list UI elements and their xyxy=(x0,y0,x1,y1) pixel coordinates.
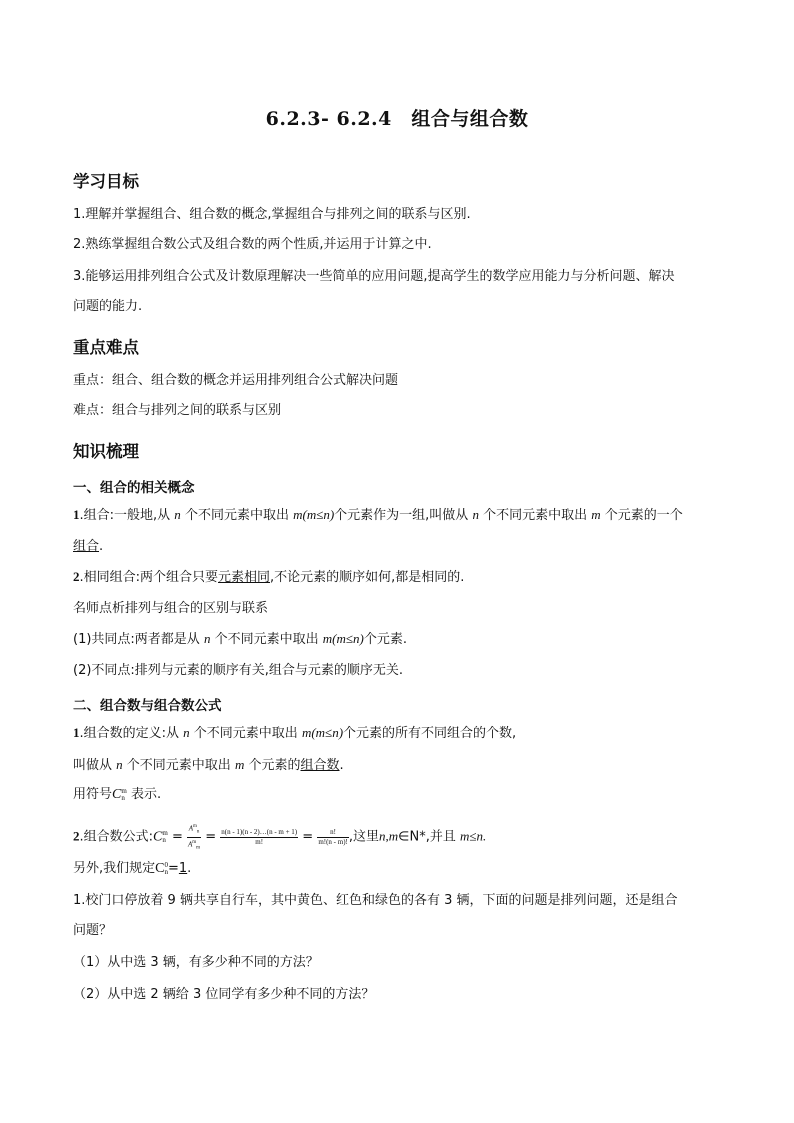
text: 个元素的所有不同组合的个数, xyxy=(343,726,517,741)
A-symbol: A xyxy=(188,840,193,849)
concept-para-5: (2)不同点:排列与元素的顺序有关,组合与元素的顺序无关. xyxy=(73,663,404,678)
sub: n xyxy=(196,829,200,835)
var-n: n xyxy=(203,631,211,646)
sup: m xyxy=(121,786,127,795)
fraction-A xyxy=(187,822,201,852)
keypoint-item-1: 重点：组合、组合数的概念并运用排列组合公式解决问题 xyxy=(73,373,399,388)
var-m: m xyxy=(591,507,601,522)
text: 个元素作为一组,叫做从 xyxy=(334,508,469,523)
text: ,这里 xyxy=(348,829,379,845)
condition: m(m≤n) xyxy=(301,725,344,740)
goal-item-3-cont: 问题的能力. xyxy=(73,299,143,314)
concept-para-1 xyxy=(73,506,683,525)
text: 用符号 xyxy=(73,787,113,802)
text: 个元素的一个 xyxy=(604,508,683,523)
goal-item-3: 3.能够运用排列组合公式及计数原理解决一些简单的应用问题,提高学生的数学应用能力与分析问题、解决 xyxy=(73,269,675,284)
sub: n xyxy=(164,867,168,876)
text: .组合:一般地,从 xyxy=(79,508,171,523)
var-n: n xyxy=(174,507,181,522)
subsection-heading-1: 一、组合的相关概念 xyxy=(73,480,195,496)
page-title: 6.2.3- 6.2.4 组合与组合数 xyxy=(265,108,529,130)
term-combination-number: 组合数 xyxy=(300,758,340,773)
item-number: 1 xyxy=(73,725,80,740)
number-para-5 xyxy=(73,860,191,878)
var-n: n xyxy=(116,757,123,772)
text: .相同组合:两个组合只要 xyxy=(79,570,219,585)
A-symbol: A xyxy=(188,824,193,833)
text: . xyxy=(99,539,104,554)
var-m: m xyxy=(293,507,303,522)
text: 个不同元素中取出 xyxy=(193,726,298,741)
concept-para-3: 名师点析排列与组合的区别与联系 xyxy=(73,601,269,616)
numerator: n(n - 1)(n - 2)…(n - m + 1) xyxy=(221,827,298,836)
section-heading-knowledge: 知识梳理 xyxy=(73,442,139,461)
var-m: m xyxy=(234,757,245,772)
formula-line: 2.组合数公式:C m n = $\frac{A^m_n}{A^m_m}$ = $\frac{n(n - 1)(n - 2)\dots(n - m + 1)}{m!}$ = $\frac{n!}{m!(n - m)!}$ ,这里n,m∈N*,并且 m≤n. xyxy=(73,824,487,851)
text: .组合数公式: xyxy=(79,829,154,845)
sup: m xyxy=(162,829,168,838)
text: ,不论元素的顺序如何,都是相同的. xyxy=(270,570,465,585)
text: 表示. xyxy=(130,787,162,802)
text: = xyxy=(167,861,179,876)
exercise-q1-cont: 问题？ xyxy=(73,923,113,938)
subsection-heading-2: 二、组合数与组合数公式 xyxy=(73,698,222,714)
number-para-2 xyxy=(73,756,344,775)
condition: m≤n. xyxy=(459,828,487,844)
denominator: m! xyxy=(255,837,264,846)
sup: 0 xyxy=(164,860,168,869)
text: 另外,我们规定 xyxy=(73,861,156,876)
text: . xyxy=(339,758,344,773)
var-n: n xyxy=(183,725,190,740)
value-one: 1 xyxy=(178,861,188,876)
goal-item-2: 2.熟练掌握组合数公式及组合数的两个性质,并运用于计算之中. xyxy=(73,237,432,252)
sub: n xyxy=(162,836,166,845)
text: ∈N*,并且 xyxy=(398,829,456,845)
denominator: m!(n - m)! xyxy=(318,837,348,846)
sup: m xyxy=(192,839,197,845)
var-nm: n,m xyxy=(379,828,399,844)
sub: n xyxy=(121,793,125,802)
text: 个元素的 xyxy=(248,758,301,773)
term-same-elements: 元素相同 xyxy=(218,570,271,585)
text: 个不同元素中取出 xyxy=(126,758,231,773)
concept-para-1-cont xyxy=(73,538,103,556)
section-heading-keypoints: 重点难点 xyxy=(73,338,139,357)
combination-symbol: C xyxy=(153,829,163,845)
goal-item-1: 1.理解并掌握组合、组合数的概念,掌握组合与排列之间的联系与区别. xyxy=(73,207,471,222)
text: 叫做从 xyxy=(73,758,113,773)
sub: m xyxy=(196,845,201,851)
text: 个不同元素中取出 xyxy=(483,508,588,523)
condition: m(m≤n) xyxy=(322,631,364,646)
item-number: 2 xyxy=(73,569,80,584)
section-heading-goals: 学习目标 xyxy=(73,172,139,191)
text: 个元素. xyxy=(363,632,407,647)
exercise-item-2: （2）从中选 2 辆给 3 位同学有多少种不同的方法？ xyxy=(73,987,375,1002)
number-para-1 xyxy=(73,724,516,743)
concept-para-4 xyxy=(73,630,407,649)
item-number: 1 xyxy=(73,507,80,522)
text: 个不同元素中取出 xyxy=(214,632,319,647)
numerator: n! xyxy=(317,828,349,838)
exercise-item-1: （1）从中选 3 辆，有多少种不同的方法？ xyxy=(73,955,319,970)
number-para-3 xyxy=(73,786,161,804)
fraction-factorial xyxy=(317,828,349,847)
keypoint-item-2: 难点：组合与排列之间的联系与区别 xyxy=(73,403,282,418)
text: . xyxy=(187,861,192,876)
var-n: n xyxy=(472,507,479,522)
symbol-indices xyxy=(121,788,126,802)
combination-symbol: C xyxy=(155,861,165,876)
sup: m xyxy=(192,824,197,829)
text: (1)共同点:两者都是从 xyxy=(73,632,200,647)
term-combination: 组合 xyxy=(73,539,100,554)
symbol-indices xyxy=(162,830,167,844)
condition: (m≤n) xyxy=(302,507,335,522)
exercise-q1: 1.校门口停放着 9 辆共享自行车，其中黄色、红色和绿色的各有 3 辆，下面的问题是排列问题，还是组合 xyxy=(73,893,678,908)
text: 个不同元素中取出 xyxy=(184,508,289,523)
text: .组合数的定义:从 xyxy=(79,726,180,741)
item-number: 2 xyxy=(73,828,80,844)
combination-symbol: C xyxy=(112,787,122,802)
concept-para-2 xyxy=(73,568,464,587)
fraction-product xyxy=(220,828,298,847)
